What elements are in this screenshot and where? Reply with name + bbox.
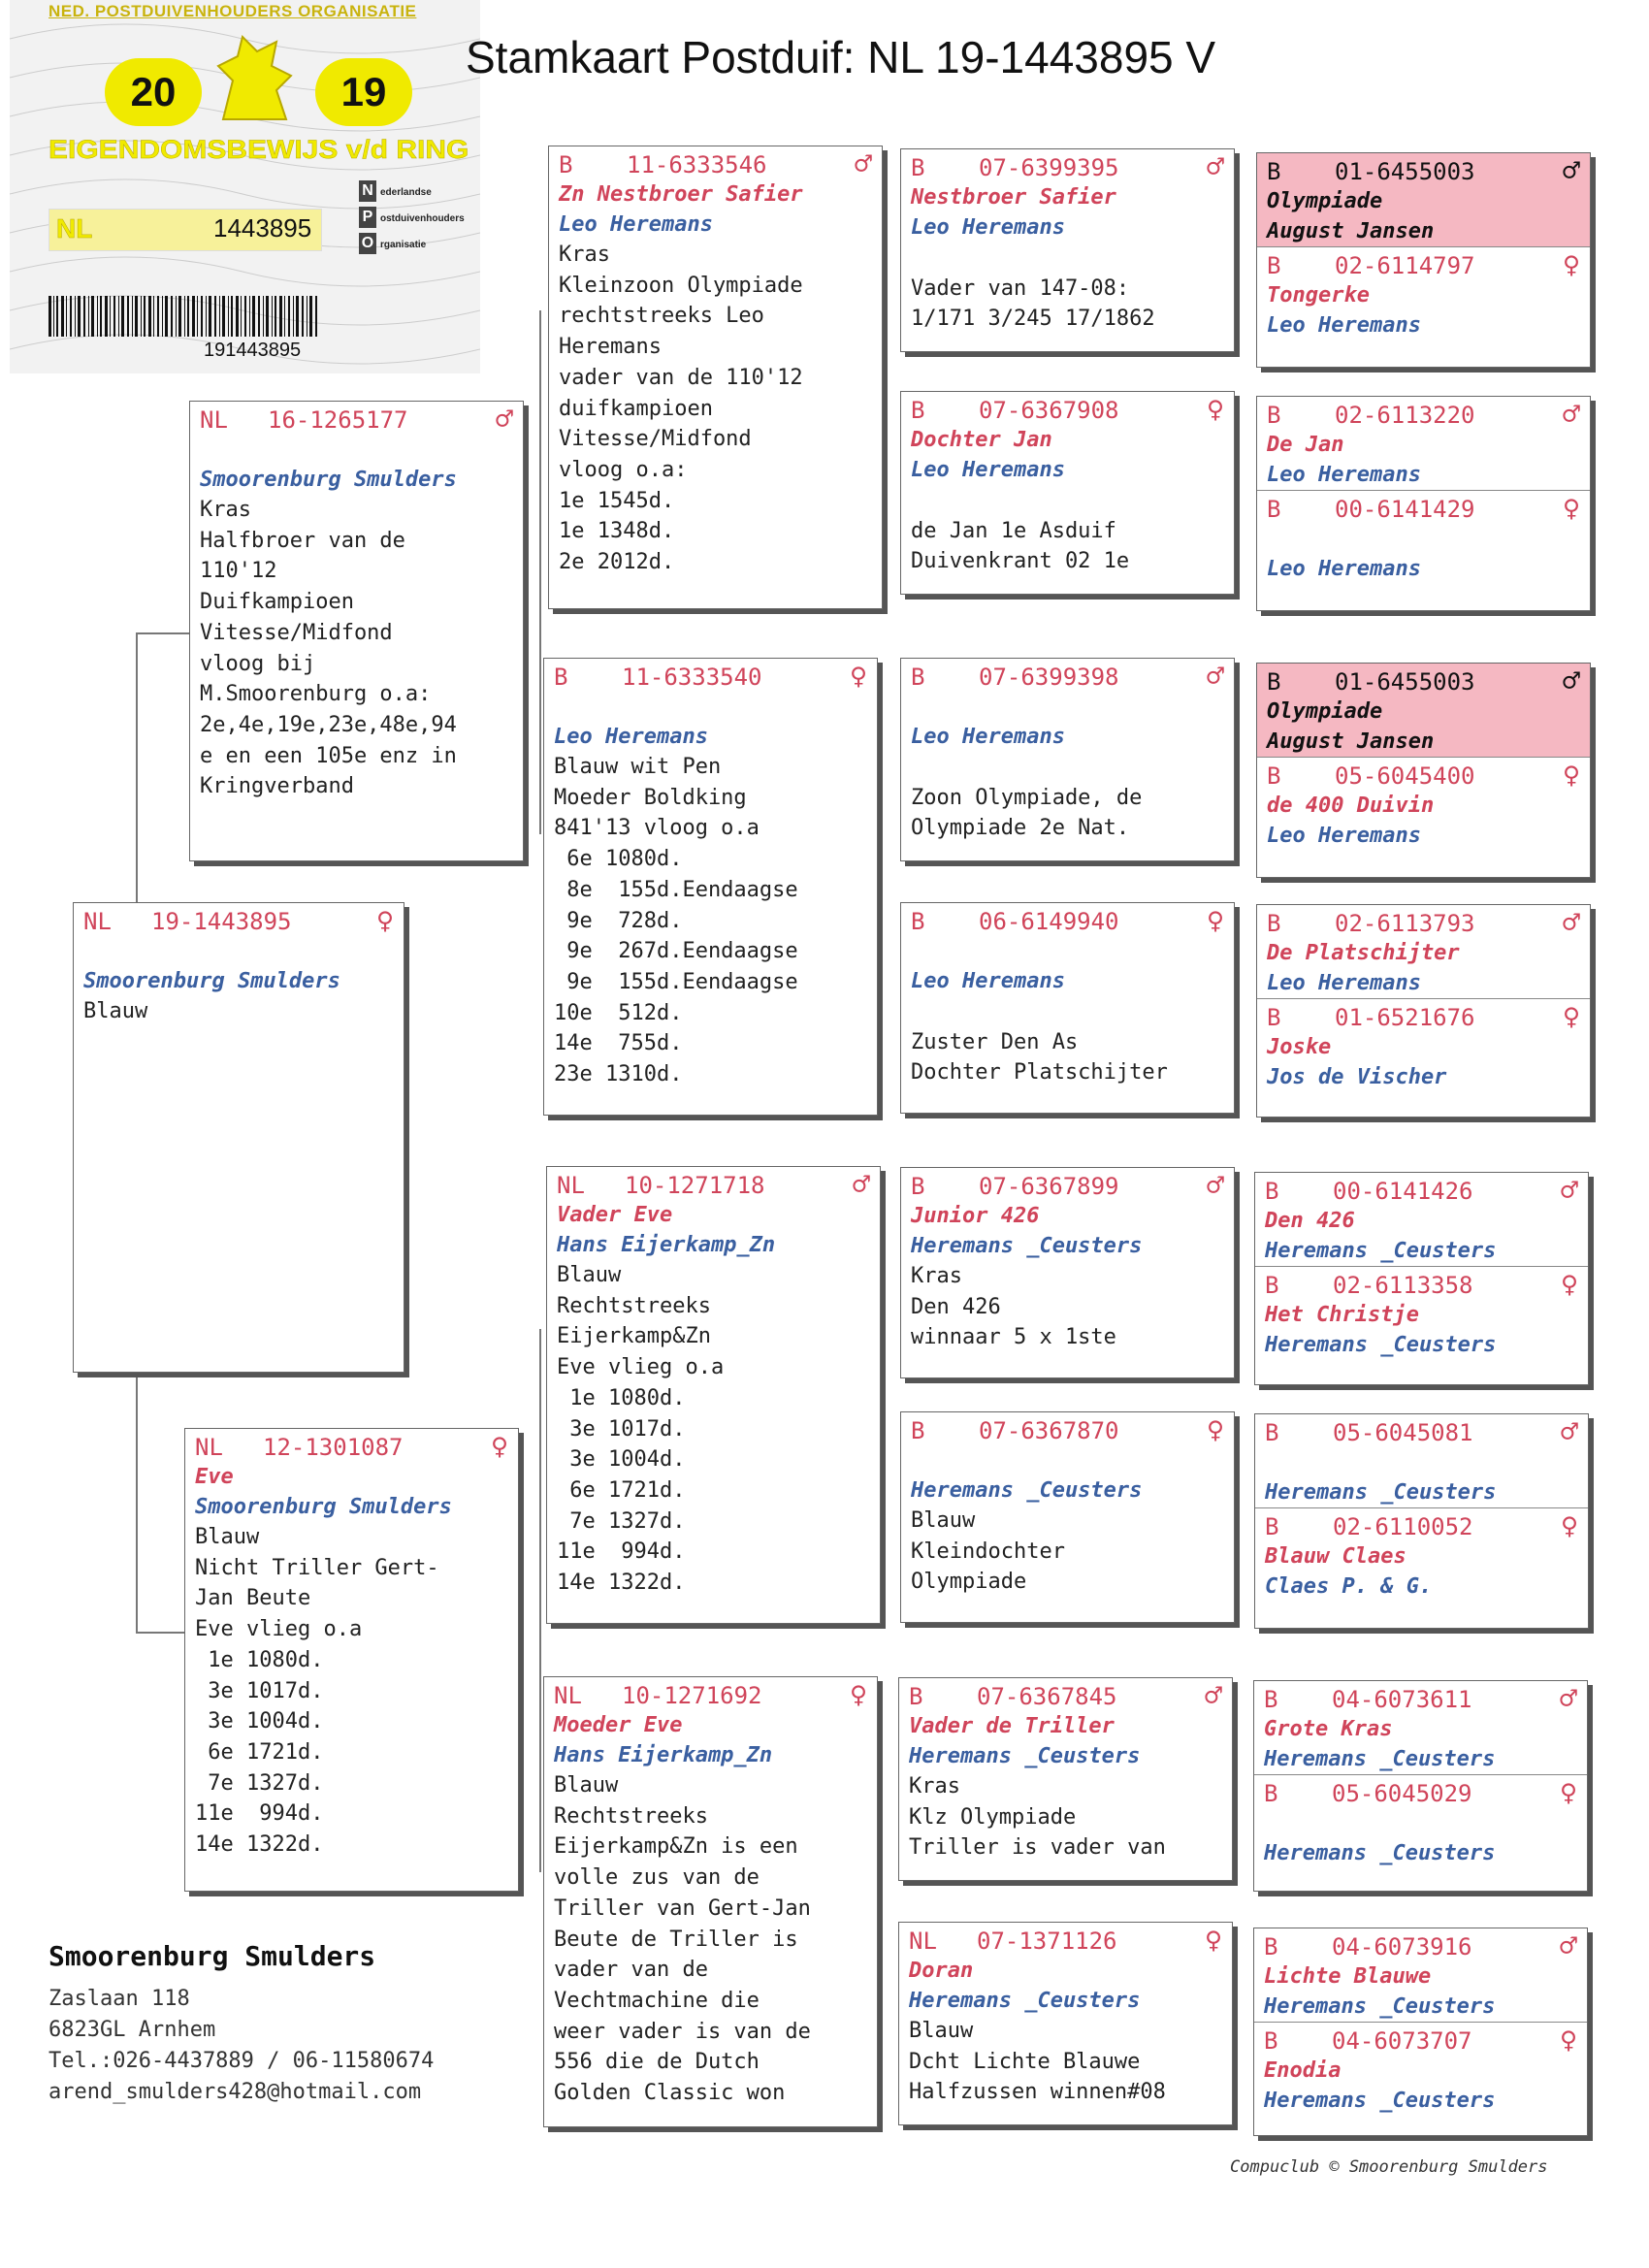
ring-number: 04-6073611: [1332, 1686, 1472, 1713]
country-code: B: [1267, 762, 1281, 790]
pedigree-pair-5: [1254, 1172, 1589, 1385]
pigeon-name: Eve: [195, 1465, 234, 1489]
card-notes: Blauw: [83, 999, 148, 1023]
breeder-name: Leo Heremans: [1267, 463, 1421, 487]
pedigree-entry: [1257, 998, 1590, 1092]
pigeon-name: Het Christje: [1265, 1303, 1419, 1327]
sex-symbol-icon: ♀: [1562, 248, 1580, 282]
pedigree-entry: [1257, 490, 1590, 584]
pedigree-entry: [1254, 1928, 1587, 2022]
pedigree-card-mf: [546, 1166, 881, 1624]
ring-number: 07-6367845: [977, 1683, 1117, 1710]
pedigree-pair-3: [1256, 663, 1591, 878]
pigeon-name: Tongerke: [1267, 283, 1370, 308]
country-code: NL: [554, 1682, 582, 1709]
breeder-name: Heremans _Ceusters: [911, 1234, 1143, 1258]
pedigree-pair-1: [1256, 152, 1591, 368]
sex-symbol-icon: ♀: [490, 1430, 508, 1464]
sex-symbol-icon: ♀: [849, 1678, 867, 1712]
sex-symbol-icon: ♂: [1204, 1679, 1222, 1713]
breeder-name: Leo Heremans: [1267, 557, 1421, 581]
ring-number: 11-6333546: [627, 151, 767, 178]
country-code: NL: [83, 908, 112, 935]
sex-symbol-icon: ♂: [1206, 1169, 1224, 1203]
ring-number: 07-6367899: [979, 1173, 1119, 1200]
country-code: B: [1267, 402, 1281, 429]
card-notes: Zoon Olympiade, de Olympiade 2e Nat.: [911, 785, 1143, 841]
sex-symbol-icon: ♀: [1559, 1776, 1577, 1810]
pigeon-name: Dochter Jan: [911, 428, 1052, 452]
pedigree-card-mfm: [900, 1411, 1235, 1623]
owner-address: Zaslaan 118: [48, 1987, 190, 2011]
pedigree-entry: [1255, 1507, 1588, 1602]
country-code: B: [1264, 1933, 1278, 1960]
pigeon-name: Den 426: [1265, 1209, 1355, 1233]
pedigree-card-father: [189, 401, 524, 861]
ring-number: 10-1271718: [625, 1172, 765, 1199]
card-notes: Vader van 147-08: 1/171 3/245 17/1862: [911, 275, 1155, 332]
ring-number: 1443895: [213, 213, 312, 243]
connector-line: [136, 1632, 184, 1634]
ring-number: 04-6073707: [1332, 2027, 1472, 2055]
country-code: NL: [195, 1434, 223, 1461]
breeder-name: Smoorenburg Smulders: [200, 468, 457, 492]
pigeon-name: [901, 692, 1234, 722]
country-code: NL: [200, 406, 228, 434]
pedigree-entry: [1257, 905, 1590, 998]
sex-symbol-icon: ♂: [1562, 906, 1580, 940]
connector-line: [539, 310, 541, 834]
pigeon-name: De Jan: [1267, 433, 1344, 457]
sex-symbol-icon: ♀: [1562, 759, 1580, 793]
breeder-name: Heremans _Ceusters: [1265, 1239, 1497, 1263]
pedigree-card-mmf: [898, 1677, 1233, 1881]
breeder-name: August Jansen: [1267, 729, 1435, 754]
pigeon-name: Junior 426: [911, 1204, 1040, 1228]
barcode-number: 191443895: [204, 340, 302, 361]
breeder-name: Leo Heremans: [1267, 313, 1421, 338]
lion-emblem-icon: [194, 27, 310, 134]
pedigree-card-mm: [543, 1676, 878, 2127]
country-code: B: [1267, 910, 1281, 937]
breeder-name: Leo Heremans: [911, 215, 1065, 240]
sex-symbol-icon: ♂: [1206, 660, 1224, 694]
country-code: B: [554, 664, 568, 691]
sex-symbol-icon: ♀: [1562, 1000, 1580, 1034]
sex-symbol-icon: ♀: [1206, 1413, 1224, 1447]
sex-symbol-icon: ♂: [1559, 1929, 1577, 1963]
breeder-name: Leo Heremans: [911, 458, 1065, 482]
ring-number: 01-6521676: [1335, 1004, 1475, 1031]
barcode-icon: [48, 296, 320, 337]
ring-number: 07-6367908: [979, 397, 1119, 424]
pedigree-entry: [1255, 1173, 1588, 1266]
connector-line: [136, 632, 190, 634]
card-notes: Blauw Nicht Triller Gert- Jan Beute Eve vlieg o.a 1e 1080d. 3e 1017d. 3e 1004d. 6e 1721d. 7e 1327d. 11e 994d. 14e 1322d.: [195, 1525, 439, 1858]
pigeon-name: Zn Nestbroer Safier: [559, 182, 803, 207]
sex-symbol-icon: ♀: [1206, 904, 1224, 938]
ring-number: 10-1271692: [622, 1682, 762, 1709]
sex-symbol-icon: ♂: [854, 147, 872, 181]
country-code: B: [1264, 1686, 1278, 1713]
breeder-name: Hans Eijerkamp_Zn: [554, 1743, 773, 1767]
pedigree-entry: [1254, 2022, 1587, 2116]
ring-number: 02-6113220: [1335, 402, 1475, 429]
card-notes: Kras Den 426 winnaar 5 x 1ste: [911, 1264, 1116, 1350]
pigeon-name: [1257, 524, 1590, 554]
card-notes: Blauw wit Pen Moeder Boldking 841'13 vloog o.a 6e 1080d. 8e 155d.Eendaagse 9e 728d. 9e 267d.Eendaagse 9e 155d.Eendaagse 10e 512d. 14e 755d. 23e 1310d.: [554, 755, 798, 1087]
breeder-name: Leo Heremans: [559, 212, 713, 237]
pigeon-name: [1255, 1447, 1588, 1477]
breeder-name: Leo Heremans: [911, 725, 1065, 749]
pedigree-entry: [1257, 757, 1590, 851]
pigeon-name: Blauw Claes: [1265, 1544, 1406, 1569]
sex-symbol-icon: ♂: [1560, 1174, 1578, 1208]
pigeon-name: Grote Kras: [1264, 1717, 1393, 1741]
breeder-name: Heremans _Ceusters: [909, 1989, 1141, 2013]
breeder-name: Leo Heremans: [1267, 971, 1421, 995]
sex-symbol-icon: ♀: [849, 660, 867, 694]
pedigree-entry: [1257, 397, 1590, 490]
country-code: B: [1264, 1780, 1278, 1807]
country-code: B: [1265, 1419, 1279, 1446]
pedigree-pair-7: [1253, 1680, 1588, 1892]
breeder-name: Smoorenburg Smulders: [83, 969, 340, 993]
pedigree-entry: [1255, 1414, 1588, 1507]
ring-number: 02-6113358: [1333, 1272, 1473, 1299]
ring-number: 19-1443895: [151, 908, 292, 935]
country-code: B: [911, 397, 925, 424]
organisation-label: NED. POSTDUIVENHOUDERS ORGANISATIE: [48, 2, 417, 20]
pedigree-card-mother: [184, 1428, 519, 1892]
npo-logo: N ederlandse P ostduivenhouders O rganisatie: [359, 179, 465, 258]
country-code: B: [1267, 668, 1281, 696]
country-code: B: [911, 1417, 925, 1444]
pedigree-card-ff: [548, 146, 883, 609]
breeder-name: Heremans _Ceusters: [1264, 1994, 1496, 2019]
pedigree-entry: [1255, 1266, 1588, 1360]
ring-number: 12-1301087: [263, 1434, 404, 1461]
country-code: B: [1265, 1513, 1279, 1540]
pedigree-pair-6: [1254, 1413, 1589, 1629]
ring-number: 02-6110052: [1333, 1513, 1473, 1540]
card-notes: Blauw Kleindochter Olympiade: [911, 1508, 1065, 1595]
pedigree-entry: [1254, 1681, 1587, 1774]
sex-symbol-icon: ♂: [1562, 664, 1580, 698]
breeder-name: Smoorenburg Smulders: [195, 1495, 452, 1519]
breeder-name: Jos de Vischer: [1267, 1065, 1447, 1089]
country-code: B: [1265, 1272, 1279, 1299]
country-code: NL: [909, 1928, 937, 1955]
ring-number: 01-6455003: [1335, 158, 1475, 185]
pigeon-name: [190, 435, 523, 465]
pigeon-name: Doran: [909, 1959, 974, 1983]
breeder-name: Heremans _Ceusters: [911, 1478, 1143, 1503]
breeder-name: Heremans _Ceusters: [1265, 1333, 1497, 1357]
pigeon-name: De Platschijter: [1267, 941, 1460, 965]
pedigree-card-subject: [73, 902, 404, 1373]
pigeon-name: Vader de Triller: [909, 1714, 1115, 1738]
country-code: B: [1267, 252, 1281, 279]
sex-symbol-icon: ♂: [1560, 1415, 1578, 1449]
sex-symbol-icon: ♂: [1562, 154, 1580, 188]
owner-email: arend_smulders428@hotmail.com: [48, 2080, 422, 2104]
breeder-name: Leo Heremans: [1267, 824, 1421, 848]
breeder-name: Heremans _Ceusters: [1264, 1747, 1496, 1771]
year-left: 20: [105, 58, 202, 126]
ownership-label: EIGENDOMSBEWIJS v/d RING: [48, 135, 469, 165]
breeder-name: August Jansen: [1267, 219, 1435, 243]
ring-number: 06-6149940: [979, 908, 1119, 935]
card-notes: Zuster Den As Dochter Platschijter: [911, 1029, 1168, 1085]
sex-symbol-icon: ♂: [495, 403, 513, 437]
sex-symbol-icon: ♀: [1204, 1924, 1222, 1958]
sex-symbol-icon: ♂: [852, 1168, 870, 1202]
country-code: B: [911, 908, 925, 935]
country-code: B: [909, 1683, 923, 1710]
ring-number: 05-6045081: [1333, 1419, 1473, 1446]
connector-line: [539, 1329, 541, 1872]
pigeon-name: Vader Eve: [557, 1203, 673, 1227]
pigeon-name: [901, 1445, 1234, 1475]
year-right: 19: [315, 58, 412, 126]
country-code: B: [911, 664, 925, 691]
breeder-name: Claes P. & G.: [1265, 1574, 1433, 1599]
card-notes: Blauw Rechtstreeks Eijerkamp&Zn is een volle zus van de Triller van Gert-Jan Beute de Triller is vader van de Vechtmachine die weer vader is van de 556 die de Dutch Golden Classic won: [554, 1773, 811, 2106]
connector-line: [136, 632, 138, 914]
owner-info: [48, 1940, 434, 2108]
connector-line: [136, 1370, 138, 1632]
breeder-name: Heremans _Ceusters: [1264, 2089, 1496, 2113]
pedigree-pair-2: [1256, 396, 1591, 611]
ring-number: 07-6399398: [979, 664, 1119, 691]
country-code: NL: [557, 1172, 585, 1199]
breeder-name: Heremans _Ceusters: [1265, 1480, 1497, 1505]
country-code: B: [1267, 496, 1281, 523]
pigeon-name: [1254, 1808, 1587, 1838]
pedigree-card-fm: [543, 658, 878, 1116]
pigeon-name: Joske: [1267, 1035, 1332, 1059]
pedigree-card-fmm: [900, 902, 1235, 1114]
ring-number: 16-1265177: [268, 406, 408, 434]
owner-phone: Tel.:026-4437889 / 06-11580674: [48, 2049, 435, 2073]
pedigree-entry: [1254, 1774, 1587, 1868]
pedigree-entry: [1257, 246, 1590, 340]
country-code: B: [1267, 1004, 1281, 1031]
pedigree-card-mmm: [898, 1922, 1233, 2125]
ring-number: 11-6333540: [622, 664, 762, 691]
sex-symbol-icon: ♀: [375, 904, 394, 938]
sex-symbol-icon: ♀: [1206, 393, 1224, 427]
ring-country: NL: [56, 213, 93, 243]
pigeon-name: [544, 692, 877, 722]
ring-number: 02-6113793: [1335, 910, 1475, 937]
page-title: Stamkaart Postduif: NL 19-1443895 V: [466, 32, 1216, 82]
breeder-name: Hans Eijerkamp_Zn: [557, 1233, 776, 1257]
ring-ownership-card: [10, 0, 480, 373]
ring-number: 07-1371126: [977, 1928, 1117, 1955]
ring-number: 07-6367870: [979, 1417, 1119, 1444]
ring-number: 04-6073916: [1332, 1933, 1472, 1960]
sex-symbol-icon: ♀: [1560, 1509, 1578, 1543]
ring-number: 05-6045029: [1332, 1780, 1472, 1807]
owner-city: 6823GL Arnhem: [48, 2018, 216, 2042]
pedigree-card-fmf: [900, 658, 1235, 861]
country-code: B: [559, 151, 573, 178]
breeder-name: Heremans _Ceusters: [909, 1744, 1141, 1768]
pigeon-name: Lichte Blauwe: [1264, 1964, 1432, 1989]
pigeon-name: [74, 936, 404, 966]
card-notes: de Jan 1e Asduif Duivenkrant 02 1e: [911, 518, 1130, 574]
pigeon-name: Moeder Eve: [554, 1713, 683, 1737]
pedigree-card-ffm: [900, 391, 1235, 595]
breeder-name: Leo Heremans: [554, 725, 708, 749]
country-code: B: [911, 1173, 925, 1200]
sex-symbol-icon: ♀: [1562, 492, 1580, 526]
sex-symbol-icon: ♂: [1562, 398, 1580, 432]
pigeon-name: Olympiade: [1267, 189, 1383, 213]
pigeon-name: Olympiade: [1267, 699, 1383, 724]
pedigree-pair-4: [1256, 904, 1591, 1118]
country-code: B: [1267, 158, 1281, 185]
sex-symbol-icon: ♀: [1559, 2024, 1577, 2057]
owner-name: Smoorenburg Smulders: [48, 1940, 376, 1972]
ring-number: 02-6114797: [1335, 252, 1475, 279]
pigeon-name: [901, 936, 1234, 966]
sex-symbol-icon: ♂: [1559, 1682, 1577, 1716]
ring-number: 05-6045400: [1335, 762, 1475, 790]
pedigree-entry: [1257, 153, 1590, 246]
ring-number: 07-6399395: [979, 154, 1119, 181]
pedigree-pair-8: [1253, 1928, 1588, 2136]
ring-number: 00-6141426: [1333, 1178, 1473, 1205]
pigeon-name: Nestbroer Safier: [911, 185, 1116, 210]
ring-number: 01-6455003: [1335, 668, 1475, 696]
card-notes: Kras Kleinzoon Olympiade rechtstreeks Leo Heremans vader van de 110'12 duifkampioen Vitesse/Midfond vloog o.a: 1e 1545d. 1e 1348d. 2e 2012d.: [559, 243, 803, 575]
pigeon-name: de 400 Duivin: [1267, 794, 1435, 818]
country-code: B: [1264, 2027, 1278, 2055]
pedigree-card-fff: [900, 148, 1235, 352]
card-notes: Blauw Dcht Lichte Blauwe Halfzussen winnen#08: [909, 2019, 1166, 2105]
sex-symbol-icon: ♀: [1560, 1268, 1578, 1302]
country-code: B: [911, 154, 925, 181]
credit-line: Compuclub © Smoorenburg Smulders: [1230, 2157, 1548, 2177]
breeder-name: Heremans _Ceusters: [1264, 1841, 1496, 1865]
ring-number: 00-6141429: [1335, 496, 1475, 523]
card-notes: Blauw Rechtstreeks Eijerkamp&Zn Eve vlieg o.a 1e 1080d. 3e 1017d. 3e 1004d. 6e 1721d. 7e 1327d. 11e 994d. 14e 1322d.: [557, 1263, 725, 1596]
card-notes: Kras Halfbroer van de 110'12 Duifkampioen Vitesse/Midfond vloog bij M.Smoorenburg o.a: 2e,4e,19e,23e,48e,94 e en een 105e enz in Kringverband: [200, 498, 457, 799]
country-code: B: [1265, 1178, 1279, 1205]
sex-symbol-icon: ♂: [1206, 150, 1224, 184]
pigeon-name: Enodia: [1264, 2058, 1342, 2083]
card-notes: Kras Klz Olympiade Triller is vader van: [909, 1774, 1166, 1861]
breeder-name: Leo Heremans: [911, 969, 1065, 993]
pedigree-card-mff: [900, 1167, 1235, 1378]
pedigree-entry: [1257, 664, 1590, 757]
